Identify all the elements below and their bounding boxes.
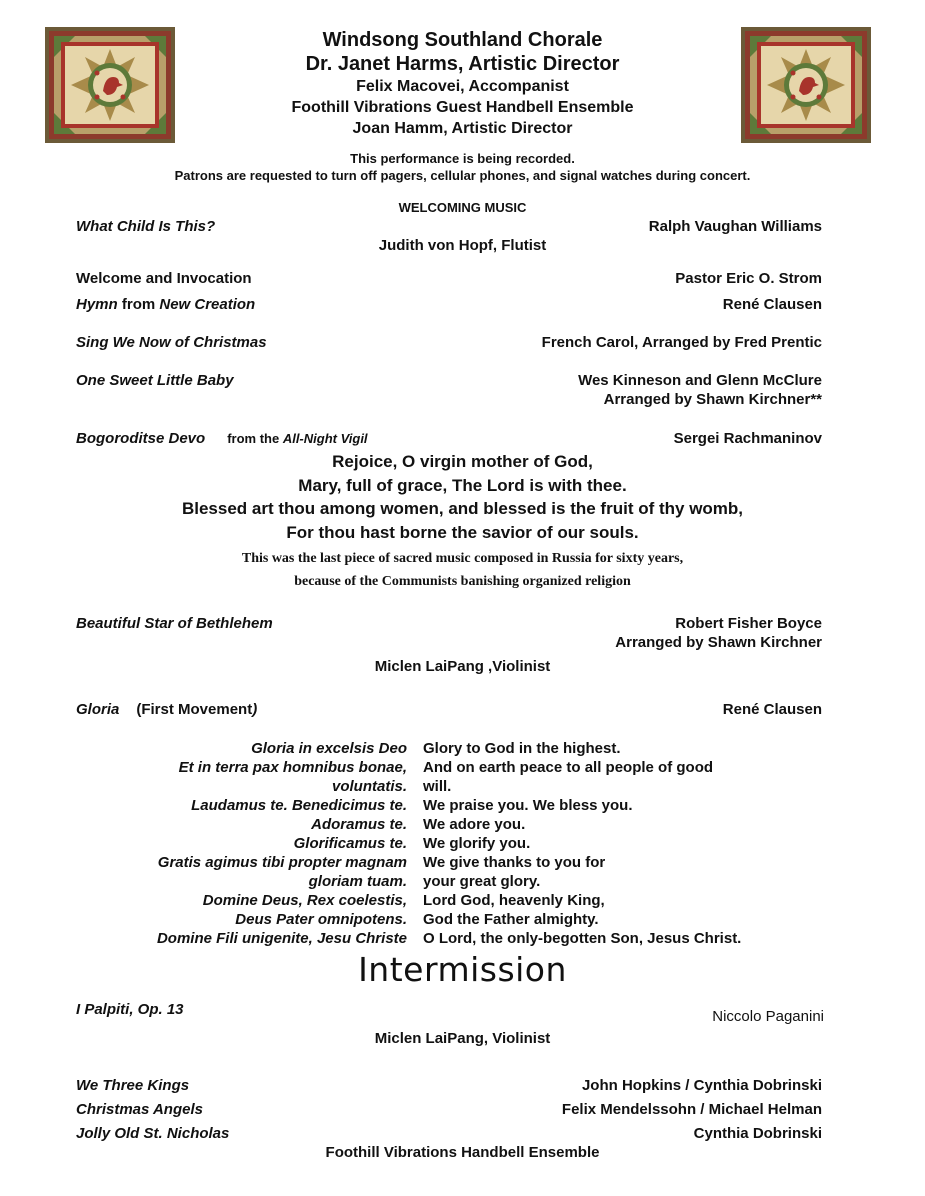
note-line-2: because of the Communists banishing organized religion bbox=[294, 574, 631, 589]
handbell-ensemble: Foothill Vibrations Handbell Ensemble bbox=[325, 1144, 600, 1161]
piece-title: What Child Is This? bbox=[76, 218, 216, 235]
piece-composer: Ralph Vaughan Williams bbox=[648, 218, 822, 235]
english-line: We adore you. bbox=[423, 816, 526, 833]
program-header bbox=[190, 28, 735, 139]
quilt-image-right bbox=[741, 27, 871, 143]
latin-line: Gratis agimus tibi propter magnam bbox=[157, 854, 407, 871]
chorale-name: Windsong Southland Chorale bbox=[322, 29, 603, 51]
piece-composer bbox=[578, 371, 822, 409]
piece-person: Pastor Eric O. Strom bbox=[675, 270, 822, 287]
notice-line-2: Patrons are requested to turn off pagers, cellular phones, and signal watches during concert. bbox=[174, 168, 751, 183]
violinist: Miclen LaiPang ,Violinist bbox=[374, 658, 551, 675]
piece-composer: Cynthia Dobrinski bbox=[693, 1125, 822, 1142]
latin-line: Domine Fili unigenite, Jesu Christe bbox=[156, 930, 407, 947]
piece-title: We Three Kings bbox=[76, 1077, 190, 1094]
latin-line: Domine Deus, Rex coelestis, bbox=[202, 892, 407, 909]
piece-title: Bogoroditse Devo from the All-Night Vigil bbox=[76, 430, 368, 447]
quilt-star-cardinal-icon bbox=[45, 27, 175, 143]
violinist: Miclen LaiPang, Violinist bbox=[374, 1030, 551, 1047]
piece-title: I Palpiti, Op. 13 bbox=[76, 1001, 184, 1018]
english-line: Glory to God in the highest. bbox=[423, 740, 621, 757]
lyric-line-1: Rejoice, O virgin mother of God, bbox=[332, 452, 593, 471]
latin-line: Glorificamus te. bbox=[293, 835, 407, 852]
piece-composer: Sergei Rachmaninov bbox=[673, 430, 822, 447]
english-line: We give thanks to you for bbox=[423, 854, 606, 871]
accompanist: Felix Macovei, Accompanist bbox=[356, 78, 569, 95]
composer-line-2: Arranged by Shawn Kirchner** bbox=[603, 391, 822, 408]
composer-line-1: Robert Fisher Boyce bbox=[675, 615, 822, 632]
piece-title: Welcome and Invocation bbox=[76, 270, 252, 287]
english-line: We praise you. We bless you. bbox=[423, 797, 633, 814]
english-line: O Lord, the only-begotten Son, Jesus Christ. bbox=[423, 930, 742, 947]
piece-title: Gloria (First Movement) bbox=[76, 701, 258, 718]
quilt-star-cardinal-icon bbox=[741, 27, 871, 143]
piece-composer: René Clausen bbox=[722, 296, 822, 313]
piece-title: One Sweet Little Baby bbox=[76, 372, 234, 389]
piece-source: from the All-Night Vigil bbox=[227, 431, 368, 446]
latin-line: Laudamus te. Benedicimus te. bbox=[191, 797, 407, 814]
latin-line: Adoramus te. bbox=[311, 816, 407, 833]
english-line: will. bbox=[423, 778, 452, 795]
latin-line: Et in terra pax homnibus bonae, bbox=[178, 759, 407, 776]
piece-title: Beautiful Star of Bethlehem bbox=[76, 615, 273, 632]
ensemble-director: Joan Hamm, Artistic Director bbox=[352, 120, 573, 137]
lyric-line-4: For thou hast borne the savior of our souls. bbox=[286, 523, 639, 542]
latin-line: Deus Pater omnipotens. bbox=[235, 911, 407, 928]
gloria-english-text bbox=[423, 739, 843, 948]
flutist: Judith von Hopf, Flutist bbox=[378, 237, 547, 254]
piece-title: Hymn from New Creation bbox=[76, 296, 256, 313]
gloria-latin-text bbox=[100, 739, 407, 948]
welcoming-heading: WELCOMING MUSIC bbox=[398, 200, 527, 215]
intermission-heading: Intermission bbox=[358, 950, 567, 989]
piece-title: Jolly Old St. Nicholas bbox=[76, 1125, 230, 1142]
composer-line-2: Arranged by Shawn Kirchner bbox=[615, 634, 822, 651]
piece-title: Sing We Now of Christmas bbox=[76, 334, 267, 351]
latin-line: Gloria in excelsis Deo bbox=[251, 740, 407, 757]
english-line: your great glory. bbox=[423, 873, 541, 890]
english-line: God the Father almighty. bbox=[423, 911, 599, 928]
latin-line: gloriam tuam. bbox=[308, 873, 407, 890]
guest-ensemble: Foothill Vibrations Guest Handbell Ensemble bbox=[291, 99, 634, 116]
piece-composer: John Hopkins / Cynthia Dobrinski bbox=[581, 1077, 822, 1094]
piece-composer: René Clausen bbox=[722, 701, 822, 718]
english-line: We glorify you. bbox=[423, 835, 531, 852]
piece-composer: Felix Mendelssohn / Michael Helman bbox=[561, 1101, 822, 1118]
artistic-director: Dr. Janet Harms, Artistic Director bbox=[305, 53, 620, 75]
notice-line-1: This performance is being recorded. bbox=[350, 151, 575, 166]
recording-notice bbox=[0, 150, 925, 184]
latin-line: voluntatis. bbox=[331, 778, 407, 795]
piece-composer: Niccolo Paganini bbox=[712, 1008, 824, 1025]
quilt-image-left bbox=[45, 27, 175, 143]
english-line: Lord God, heavenly King, bbox=[423, 892, 605, 909]
piece-composer: French Carol, Arranged by Fred Prentic bbox=[541, 334, 822, 351]
composer-line-1: Wes Kinneson and Glenn McClure bbox=[578, 372, 822, 389]
lyric-line-3: Blessed art thou among women, and blessed is the fruit of thy womb, bbox=[181, 499, 744, 518]
piece-title: Christmas Angels bbox=[76, 1101, 203, 1118]
english-line: And on earth peace to all people of good bbox=[423, 759, 714, 776]
piece-composer bbox=[615, 614, 822, 652]
lyric-line-2: Mary, full of grace, The Lord is with thee. bbox=[298, 476, 627, 495]
note-line-1: This was the last piece of sacred music composed in Russia for sixty years, bbox=[241, 551, 684, 566]
